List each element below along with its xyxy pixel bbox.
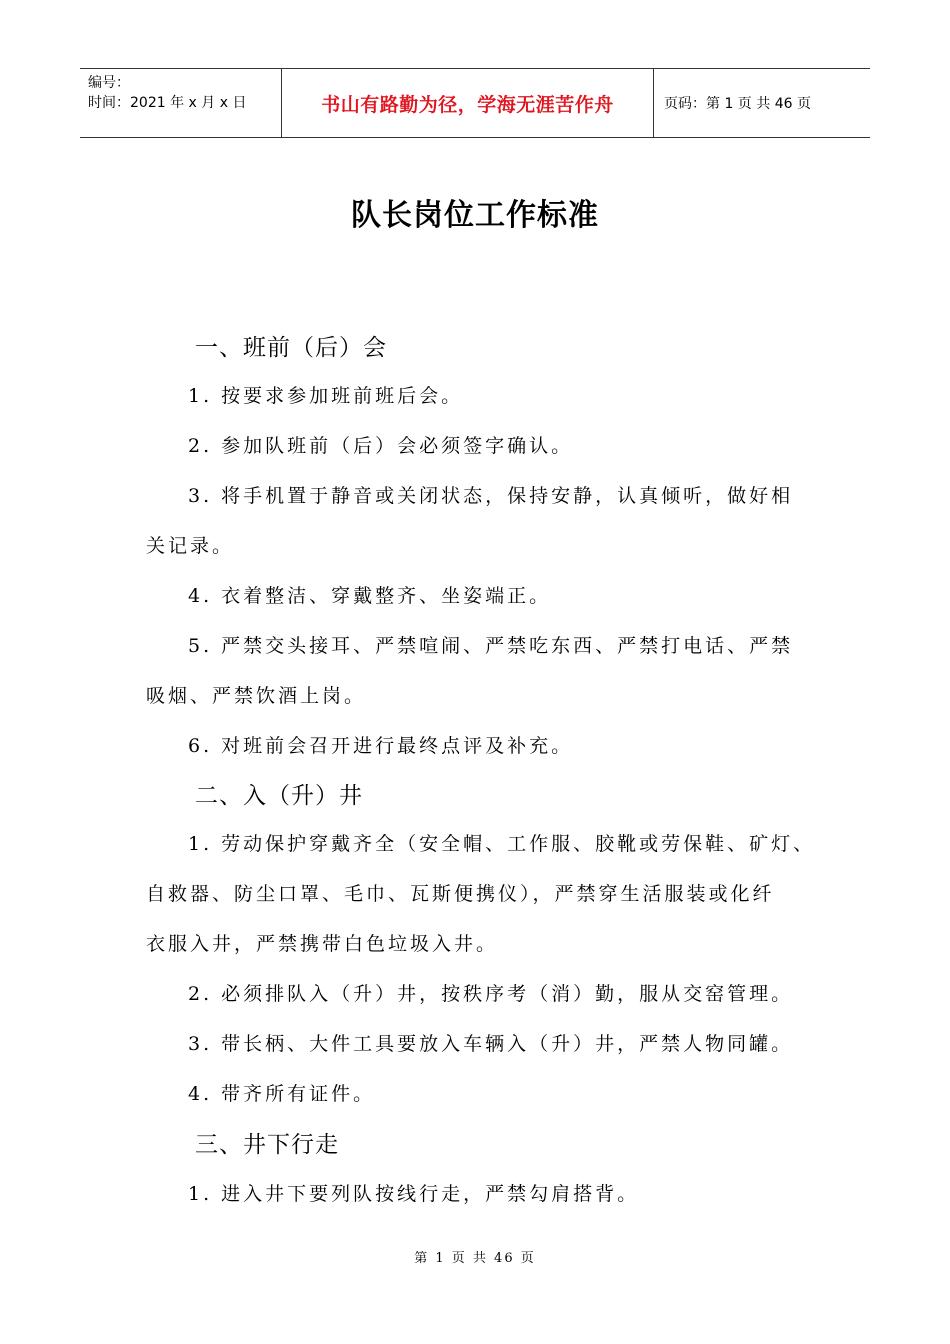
paragraph-line: 2. 必须排队入（升）井，按秩序考（消）勤，服从交窑管理。 bbox=[188, 983, 794, 1005]
header-left-cell bbox=[80, 69, 282, 137]
page-info: 页码：第 1 页 共 46 页 bbox=[664, 96, 811, 112]
paragraph-line: 5. 严禁交头接耳、严禁喧闹、严禁吃东西、严禁打电话、严禁 bbox=[188, 635, 794, 657]
section-heading: 一、班前（后）会 bbox=[195, 335, 387, 361]
paragraph-line: 4. 衣着整洁、穿戴整齐、坐姿端正。 bbox=[188, 585, 552, 607]
document-title: 队长岗位工作标准 bbox=[351, 198, 599, 233]
paragraph-line: 自救器、防尘口罩、毛巾、瓦斯便携仪），严禁穿生活服装或化纤 bbox=[146, 883, 775, 905]
paragraph-line: 4. 带齐所有证件。 bbox=[188, 1083, 376, 1105]
paragraph-line: 6. 对班前会召开进行最终点评及补充。 bbox=[188, 735, 574, 757]
paragraph-line: 3. 将手机置于静音或关闭状态，保持安静，认真倾听，做好相 bbox=[188, 485, 794, 507]
paragraph-line: 1. 按要求参加班前班后会。 bbox=[188, 385, 464, 407]
paragraph-line: 1. 劳动保护穿戴齐全（安全帽、工作服、胶靴或劳保鞋、矿灯、 bbox=[188, 833, 816, 855]
paragraph-line: 吸烟、严禁饮酒上岗。 bbox=[146, 685, 367, 707]
section-heading: 三、井下行走 bbox=[195, 1132, 339, 1158]
page-header bbox=[80, 68, 870, 138]
motto: 书山有路勤为径，学海无涯苦作舟 bbox=[282, 69, 654, 137]
section-heading: 二、入（升）井 bbox=[195, 783, 363, 809]
paragraph-line: 3. 带长柄、大件工具要放入车辆入（升）井，严禁人物同罐。 bbox=[188, 1033, 794, 1055]
paragraph-line: 关记录。 bbox=[146, 535, 235, 557]
paragraph-line: 2. 参加队班前（后）会必须签字确认。 bbox=[188, 435, 574, 457]
number-label: 编号： bbox=[88, 75, 130, 91]
paragraph-line: 衣服入井，严禁携带白色垃圾入井。 bbox=[146, 933, 499, 955]
page-footer: 第 1 页 共 46 页 bbox=[414, 1251, 536, 1266]
paragraph-line: 1. 进入井下要列队按线行走，严禁勾肩搭背。 bbox=[188, 1183, 640, 1205]
time-label: 时间：2021 年 x 月 x 日 bbox=[88, 95, 247, 111]
